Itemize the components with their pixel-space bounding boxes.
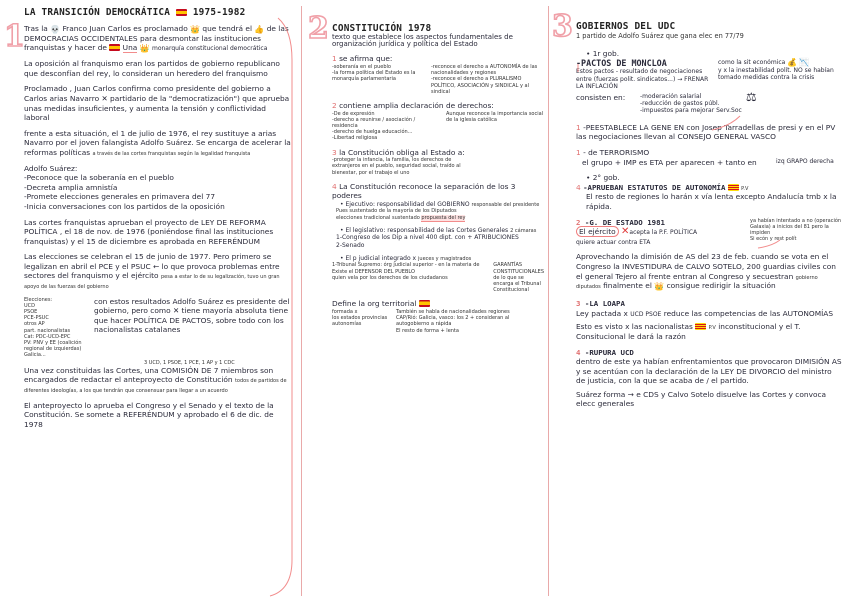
golpe-p23: Aprovechando la dimisión de AS del 23 de feb. cuando se vota en el Congreso la INVESTIDURA de CALVO SOTELO, 200 guardias civiles con el general Tejero al frente entran al Congreso y secuestran [576, 252, 836, 281]
derecho-item: -Libertad religiosa [332, 135, 378, 142]
afirma-title: se afirma que: [339, 54, 393, 64]
ruptura-cds: Suárez forma → e CDS y Calvo Sotelo disuelve las Cortes y convoca elecc generales [576, 389, 827, 409]
afirma-item: -reconoce el derecho a AUTONOMÍA de las nacionalidades y regiones [431, 64, 538, 77]
loapa-reduce: reduce las competencias de las AUTONOMÍAS [663, 308, 834, 318]
title-text: LA TRANSICIÓN DEMOCRÁTICA [24, 7, 171, 18]
generalitat-text: -PEESTABLECE LA GENE EN con Josep Tarradellas de presi y en el PV las negociaciones llevan al CONSEJO GENERAL VASCO [576, 122, 836, 142]
ruptura-title: 4 -RUPURA UCD [576, 347, 634, 357]
pactos-right-text: como la sit económica [718, 58, 786, 66]
garantias-note: de lo que se encarga el Tribunal Constitucional [493, 274, 541, 294]
p1-c: que tendrá el [202, 23, 253, 33]
generalitat: 1 -PEESTABLECE LA GENE EN con Josep Tarradellas de presi y en el PV las negociaciones llevan al CONSEJO GENERAL VASCO [576, 122, 836, 142]
paragraph-3: Proclamado , Juan Carlos confirma como presidente del gobierno a Carlos arias Navarro ✕ partidario de la "democratización") que aprueba unas medidas insuficientes, y aumenta la tensión y conflictividad laboral [24, 84, 290, 123]
congreso-note: a nivel 400 dipt. con + ATRIBUCIONES [403, 234, 519, 242]
section-3-title: GOBIERNOS DEL UDC [576, 21, 676, 32]
poderes-title: La Constitución reconoce la separación de los 3 poderes [332, 181, 516, 201]
paragraph-6: Las cortes franquistas aprueban el proyecto de LEY DE REFORMA POLÍTICA , el 18 de nov. de 1976 (poniéndose final las instituciones franquistas) y el 15 de diciembre es aprobada en REFERÉNDUM [24, 217, 274, 246]
crown-icon: 👑 [139, 44, 150, 54]
p4-text: frente a esta situación, el 1 de julio de 1976, el rey sustituye a arias Navarro por el joven falangista Adolfo Suárez. Se encarga de acelerar la reformas políticas [24, 128, 291, 157]
point-poderes: 4 La Constitución reconoce la separación de los 3 poderes [332, 181, 516, 201]
pactos-desc: Estos pactos - resultado de negociaciones entre (fuerzas polit. sindicatos...) → FRENAR LA INFLACIÓN [576, 68, 709, 91]
p9-small: todos de partidos de diferentes ideologías, a los que tendrán que consensuar para llegar a un acuerdo [24, 378, 287, 395]
afirma-item: -reconoce el derecho a PLURALISMO POLÍTICO, ASOCIACIÓN y SINDICAL y al sindical [431, 76, 529, 95]
tribunal-supremo: 1-Tribunal Supremo: órg judicial superior - en la materia de [332, 262, 480, 269]
section-number-2: 2 [308, 11, 329, 46]
money-bag-icon: 💰 [787, 57, 798, 67]
judicial-text: • El p judicial integrado x [340, 255, 417, 263]
ejecutivo-note: responsable del presidente [471, 202, 540, 209]
ejecutivo-text: • Ejecutivo: responsabilidad del GOBIERNO [340, 201, 470, 209]
paragraph-8: con estos resultados Adolfo Suárez es presidente del gobierno, pero como ✕ tiene mayoría absoluta tiene que hacer POLÍTICA DE PACTOS, sobre todo con los nacionalistas catalanes [94, 296, 290, 335]
chart-down-icon: 📉 [799, 57, 810, 67]
commission-note: 3 UCD, 1 PSOE, 1 PCE, 1 AP y 1 CDC [144, 359, 235, 366]
pactos-inestabilidad: y x la inestabilidad polít. NO se habían tomado medidas contra la crisis [718, 66, 834, 82]
golpe-acepta: acepta la P.F. POLÍTICA [629, 229, 698, 237]
congreso-text: 1-Congreso de los Dip [336, 234, 403, 242]
legislativo-note: 2 cámaras [510, 227, 537, 234]
derecho-item: -derecho a reunirse / asociación / residencia [332, 116, 416, 130]
consisten-item: -moderación salarial [640, 92, 702, 100]
golpe-finalmente: finalmente el [603, 281, 652, 291]
point-obliga: 3 la Constitución obliga al Estado a: [332, 147, 465, 157]
crown-icon: 👑 [654, 282, 665, 292]
p1-a: Tras la [24, 23, 48, 33]
pactos-title: -PACTOS DE MONCLOA [576, 57, 667, 68]
title-years: 1975-1982 [192, 7, 246, 18]
section-2-title: CONSTITUCIÓN 1978 [332, 23, 432, 34]
section-2-sub: texto que establece los aspectos fundamentales de organización jurídica y política del Estado [332, 32, 513, 48]
result-item: otros AP [24, 321, 45, 328]
estatutos-desc: El resto de regiones lo harán x vía lenta excepto Andalucía tmb x la rápida. [586, 192, 837, 211]
loapa-title-text: -LA LOAPA [584, 299, 625, 309]
golpe-ejercito-label: El ejército [576, 226, 619, 237]
ejecutivo-sub: Pues sustentado de la mayoría de los Diputados [336, 208, 457, 215]
loapa-nacionalistas: Esto es visto x las nacionalistas [576, 322, 693, 332]
gob-1: • 1r gob. [586, 49, 620, 59]
suarez-item: -Decreta amplia amnistía [24, 182, 118, 192]
result-item: part. nacionalistas [24, 327, 71, 334]
p1-e: Una [122, 43, 138, 53]
ejecutivo-elecc: elecciones tradicional sustentado [336, 214, 420, 221]
hands-icon: 👍 [254, 24, 265, 34]
defensor-note: quien vela por los derechos de los ciudadanos [332, 274, 448, 281]
afirma-item: -soberanía en el pueblo [332, 64, 391, 70]
derecho-item: -derecho de huelga educación... [332, 129, 413, 136]
scale-icon: ⚖ [745, 89, 757, 104]
p4-note: a través de las cortes franquistas según la legalidad franquista [92, 150, 251, 157]
p1-note: monarquía constitucional democrática [151, 45, 268, 53]
golpe-sit: Si ecón y rest polít [750, 236, 797, 243]
legislativo-text: • El legislativo: responsabilidad de las Cortes Generales [340, 226, 509, 234]
suarez-title: Adolfo Suárez: [24, 163, 78, 173]
garantias: GARANTÍAS CONSTITUCIONALES [493, 262, 544, 275]
estatutos-title: -APRUEBAN ESTATUTOS DE AUTONOMÍA [583, 182, 726, 192]
skull-icon: 💀 [50, 24, 61, 34]
golpe-middle: ✕acepta la P.F. POLÍTICA quiere actuar contra ETA [576, 226, 698, 246]
senado: 2-Senado [336, 241, 365, 249]
section-number-1: 1 [4, 19, 25, 54]
point-derechos: 2 contiene amplia declaración de derechos: [332, 101, 494, 111]
section-3-sub: 1 partido de Adolfo Suárez que gana elec en 77/79 [576, 31, 744, 40]
golpe-title-text: -G. DE ESTADO 1981 [584, 217, 665, 227]
suarez-item: -Peconoce que la soberanía en el pueblo [24, 173, 174, 183]
result-item: PV: PNV y EE (coalición regional de izquierdas) [24, 340, 82, 353]
defensor-pueblo: Existe el DEFENSOR DEL PUEBLO [332, 268, 415, 275]
p7-note: pesa a estar lo de su legalización, tuvo un gran apoyo de las fuerzas del gobierno [24, 274, 280, 291]
p9-text: Una vez constituidas las Cortes, una COMISIÓN DE 7 miembros son encargados de redactar el anteproyecto de Constitución [24, 365, 274, 385]
consisten-label: consisten en: [576, 92, 626, 102]
ruptura-title-text: -RUPURA UCD [584, 347, 634, 357]
habla-text: También se habla de [396, 309, 448, 316]
pv-label: P.V [708, 325, 716, 332]
terrorismo: 1 - de TERRORISMO [576, 148, 650, 157]
point-afirma: 1 se afirma que: [332, 54, 393, 64]
derechos-title: contiene amplia declaración de derechos: [339, 101, 494, 111]
golpe-redirigir: consigue redirigir la situación [666, 281, 776, 291]
crown-icon: 👑 [190, 24, 201, 34]
consisten-item: -reducción de gastos públ. [640, 100, 720, 107]
golpe-title: 2 -G. DE ESTADO 1981 [576, 217, 665, 227]
result-item: Galicia... [24, 352, 46, 359]
terrorismo-title: - de TERRORISMO [583, 148, 650, 157]
gob-2: • 2° gob. [586, 173, 620, 183]
estatutos: 4 -APRUEBAN ESTATUTOS DE AUTONOMÍA P.V [576, 182, 749, 192]
golpe-galaxia: ya habían intentado a no (operación Galaxia) a inicios del 81 pero la impiden [750, 217, 842, 236]
afirma-item: -la forma política del Estado es la monarquía parlamentaria [332, 70, 416, 83]
territorial-formada: formada x [332, 309, 358, 316]
territorial-title: Define la org territorial [332, 299, 417, 309]
paragraph-2: La oposición al franquismo eran los partidos de gobierno republicano que desconfían del rey, lo consideran un heredero del franquismo [24, 59, 280, 78]
territorial-rapida: CAP/Rió: Galicia, vasco: los 2 + consideran al autogobierno a rápida [396, 315, 510, 328]
paragraph-10: El anteproyecto lo aprueba el Congreso y el Senado y el texto de la Constitución. Se somete a REFERÉNDUM y aprobado el 6 de dic. de 1978 [24, 400, 274, 429]
derecho-item: -De de expresión [332, 110, 375, 117]
pv-label: P.V [741, 185, 749, 192]
section-number-3: 3 [552, 9, 573, 44]
suarez-item: -Inicia conversaciones con los partidos de la oposición [24, 201, 225, 211]
p1-d: de las DEMOCRACIAS OCCIDENTALES para desmontar las instituciones franquistas y hacer de [24, 23, 289, 53]
consisten-item: -impuestos para mejorar Serv.Soc [640, 107, 742, 115]
propuesta-rey: propuesta del rey [421, 214, 466, 221]
judicial-note: jueces y magistrados [418, 256, 472, 263]
result-item: Cat: PDC-UCD-EPC [24, 333, 71, 340]
result-item: UCD [24, 302, 36, 309]
loapa-partidos: UCD PSOE [630, 310, 662, 318]
golpe-secuestro: gobierno diputados [576, 274, 818, 291]
result-item: PSOE [24, 309, 38, 316]
terrorismo-grupos: izq GRAPO derecha [776, 157, 834, 165]
p7-text: Las elecciones se celebran el 15 de junio de 1977. Pero primero se legalizan en abril el PCE y el PSUC ← lo que provoca problemas entre sectores del franquismo y el ejército [24, 252, 280, 281]
results-title: Elecciones: [24, 296, 53, 303]
result-item: PCE-PSUC [24, 315, 49, 322]
territorial-items: los estados provincias autonomías [332, 315, 388, 328]
suarez-item: -Promete elecciones generales en primavera del 77 [24, 192, 216, 202]
obliga-details: -proteger la infancia, la familia, los derechos de extranjeros en el pueblo, seguridad social, traído al bienestar, por el trabajo el uno [332, 157, 461, 176]
terrorismo-text: el grupo + IMP es ETA per aparecen + tanto en [582, 157, 757, 167]
loapa-tc: inconstitucional y el T. Consitucional le dará la razón [576, 322, 801, 341]
obliga-title: la Constitución obliga al Estado a: [339, 147, 465, 157]
loapa-title: 3 -LA LOAPA [576, 299, 625, 309]
ruptura-desc: dentro de este ya habían enfrentamientos que provocaron DIMISIÓN AS y se acentúan con la declaración de la LEY DE DIVORCIO del ministro de justicia, con la que se acaba de / el partido. [576, 357, 842, 386]
territorial-lenta: El resto de forma + lenta [396, 327, 459, 334]
loapa-ley: Ley pactada x [576, 308, 628, 318]
derechos-right: Aunque reconoce la importancia social de la iglesia católica [446, 110, 544, 123]
p1-b: Franco Juan Carlos es proclamado [62, 23, 188, 33]
habla-items: nacionalidades regiones [449, 309, 510, 316]
golpe-eta: quiere actuar contra ETA [576, 238, 651, 246]
